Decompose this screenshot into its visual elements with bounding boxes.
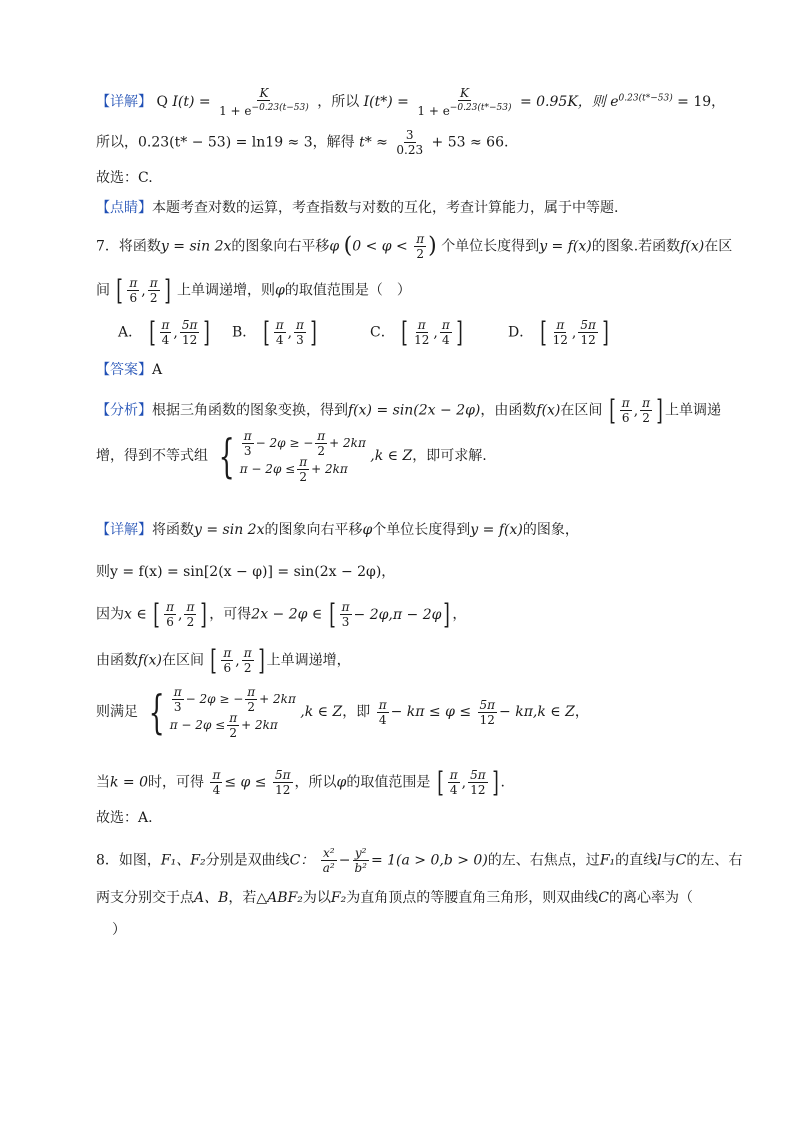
- option-b[interactable]: B． [ $\frac{\pi}{4}$ , $\frac{\pi}{3}$ ]: [232, 315, 317, 349]
- text-solve: 所以，0.23(t* − 53) = ln19 ≈ 3，解得: [96, 134, 355, 151]
- q8-line-1: 8．如图，F₁、F₂分别是双曲线C： $\frac{\text{x²}}{\text{a²}}$ − $\frac{\text{y²}}{\text{b²}}$ = 1(a > 0,b > 0)的左、右焦点，过F₁的直线l与C的左、右: [96, 846, 743, 875]
- answer-value: A: [152, 362, 163, 378]
- comment-tag: 【点睛】: [96, 200, 152, 216]
- fraction-K-2: $\frac{K}{1 + e^{-0.23(t*-53)}}$: [417, 86, 512, 118]
- analysis-tag: 【分析】: [96, 402, 152, 419]
- exponent: 0.23(t*−53): [618, 93, 673, 104]
- choice-a-line: 故选：A.: [96, 810, 153, 826]
- option-a[interactable]: A． [ $\frac{\pi}{4}$ , $\frac{5\pi}{12}$ ]: [118, 315, 211, 349]
- formula-eq19: = 19，: [677, 94, 726, 110]
- text-suoyi: ，所以: [317, 94, 360, 110]
- analysis-line-2: 增，得到不等式组 { $\frac{\pi}{3}$ − 2φ ≥ − $\frac{\pi}{2}$ + 2kπ π − 2φ ≤ $\frac{\pi}{2}$ + 2kπ ,k ∈ Z，即可求解.: [96, 428, 487, 484]
- q7-line-2: 间 [ $\frac{\pi}{6}$ , $\frac{\pi}{2}$ ] 上单调递增，则φ的取值范围是（ ）: [96, 273, 411, 307]
- analysis-line-1: 【分析】根据三角函数的图象变换，得到f(x) = sin(2x − 2φ)，由函数f(x)在区间 [ $\frac{\pi}{6}$ , $\frac{\pi}{2}$ ] 上单调递: [96, 393, 721, 427]
- formula-I-tstar: I(t*) =: [363, 94, 409, 110]
- q7-line-1: 7．将函数y = sin 2x的图象向右平移φ (0 < φ < $\frac{\pi}{2}$ ) 个单位长度得到y = f(x)的图象.若函数f(x)在区: [96, 232, 733, 261]
- because-symbol: Q: [156, 94, 168, 110]
- formula-I-t: I(t) =: [172, 94, 211, 110]
- comment-text: 本题考查对数的运算，考查指数与对数的互化，考查计算能力，属于中等题.: [152, 200, 619, 216]
- option-c[interactable]: C． [ $\frac{\pi}{12}$ , $\frac{\pi}{4}$ ]: [370, 315, 463, 349]
- detail-tag: 【详解】: [96, 94, 152, 110]
- q8-line-2: 两支分别交于点A、B，若△ABF₂为以F₂为直角顶点的等腰直角三角形，则双曲线C的离心率为（: [96, 890, 693, 906]
- detail-line-1: 【详解】 Q I(t) = $\frac{K}{1 + e^{-0.23(t-53)}}$ ，所以 I(t*) = $\frac{K}{1 + e^{-0.23(t*-53)}}$ = 0.95K，则 $e^{0.23(t*-53)} = 19$，: [96, 86, 726, 118]
- comment-line: [96, 198, 714, 218]
- fraction-K: $\frac{K}{1 + e^{-0.23(t-53)}}$: [219, 86, 309, 118]
- answer-tag: 【答案】: [96, 362, 152, 378]
- formula-tstar: t* ≈: [359, 134, 388, 151]
- inequality-system-1: { $\frac{\pi}{3}$ − 2φ ≥ − $\frac{\pi}{2}$ + 2kπ π − 2φ ≤ $\frac{\pi}{2}$ + 2kπ: [219, 428, 366, 484]
- option-d[interactable]: D． [ $\frac{\pi}{12}$ , $\frac{5\pi}{12}$ ]: [508, 315, 609, 349]
- formula-result: + 53 ≈ 66.: [431, 134, 509, 151]
- fraction-3-023: $\frac{3}{0.23}$: [396, 128, 424, 157]
- formula-095K: = 0.95K，则: [519, 94, 606, 110]
- inequality-system-2: { $\frac{\pi}{3}$ − 2φ ≥ − $\frac{\pi}{2}$ + 2kπ π − 2φ ≤ $\frac{\pi}{2}$ + 2kπ: [149, 684, 296, 740]
- detail2-line-2: 则y = f(x) = sin[2(x − φ)] = sin(2x − 2φ)，: [96, 564, 396, 580]
- detail2-line-4: 由函数f(x)在区间 [ $\frac{\pi}{6}$ , $\frac{\pi}{2}$ ] 上单调递增，: [96, 643, 351, 677]
- choice-c-line: 故选：C.: [96, 170, 153, 186]
- detail2-line-3: 因为x ∈ [ $\frac{\pi}{6}$ , $\frac{\pi}{2}$ ] ，可得2x − 2φ ∈ [ $\frac{\pi}{3}$ − 2φ,π − 2φ ] ，: [96, 597, 467, 631]
- detail-line-2: [96, 128, 714, 157]
- answer-line: [96, 360, 714, 380]
- detail2-line-6: 当k = 0时，可得 $\frac{\pi}{4}$ ≤ φ ≤ $\frac{5\pi}{12}$ ，所以φ的取值范围是 [ $\frac{\pi}{4}$ , $\frac{5\pi}{12}$ ] .: [96, 765, 505, 799]
- detail2-line-1: 【详解】将函数y = sin 2x的图象向右平移φ个单位长度得到y = f(x)的图象，: [96, 522, 579, 538]
- q8-line-3: ）: [112, 922, 126, 938]
- detail2-line-5: 则满足 { $\frac{\pi}{3}$ − 2φ ≥ − $\frac{\pi}{2}$ + 2kπ π − 2φ ≤ $\frac{\pi}{2}$ + 2kπ ,k ∈ Z，即 $\frac{\pi}{4}$ − kπ ≤ φ ≤ $\frac{5\pi}{12}$ − kπ,k ∈ Z，: [96, 684, 589, 740]
